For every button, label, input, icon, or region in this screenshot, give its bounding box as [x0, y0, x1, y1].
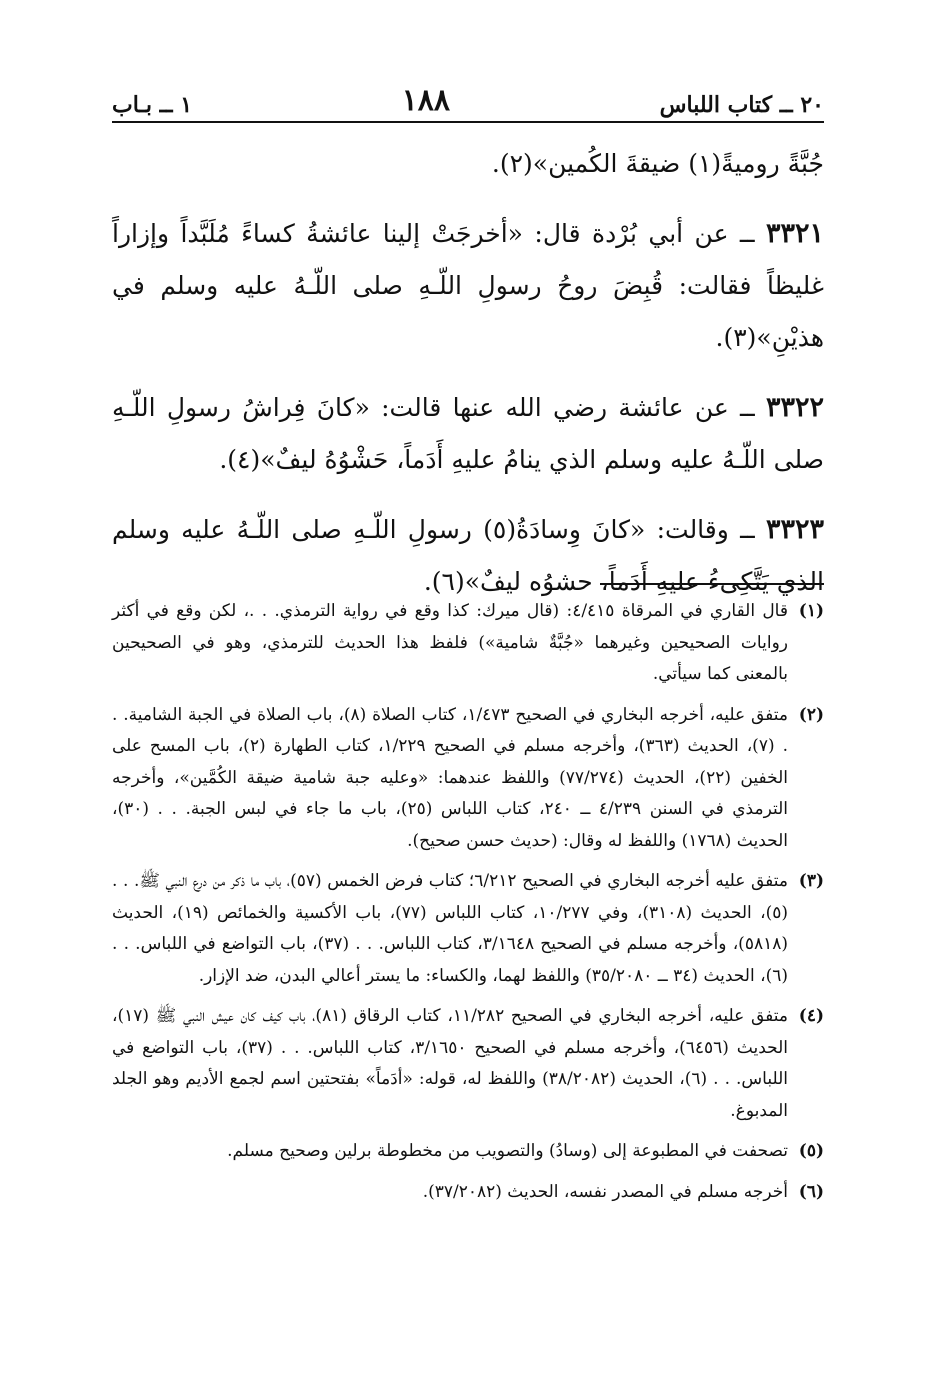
footnote: [112, 866, 824, 992]
footnote: [112, 1177, 824, 1209]
hadith-paragraph: [112, 382, 824, 486]
hadith-text: ــ عن أبي بُرْدة قال: «أخرجَتْ إلينا عائشةُ كساءً مُلَبَّداً وإزاراً غليظاً فقالت: قُبِضَ روحُ رسولِ اللّـهِ صلى اللّـهُ عليه وسلم في هذيْنِ»(٣).: [112, 219, 824, 352]
footnote-number: (١): [798, 601, 824, 621]
hadith-paragraph: [112, 504, 824, 608]
footnote-number: (٤): [798, 1006, 824, 1026]
footnote-text: تصحفت في المطبوعة إلى (وسادُ) والتصويب من مخطوطة برلين وصحيح مسلم.: [227, 1141, 788, 1161]
hadith-number: ٣٣٢٢: [765, 392, 824, 423]
hadith-number: ٣٣٢٣: [765, 514, 824, 545]
hadith-number: ٣٣٢١: [765, 218, 824, 249]
header-divider: [112, 121, 824, 123]
continuation-text: جُبَّةً روميةً(١) ضيقةَ الكُمين»(٢).: [491, 149, 824, 178]
footnote-number: (٦): [798, 1181, 824, 1202]
footnote-number: (٢): [798, 704, 824, 725]
hadith-text: ــ وقالت: «كانَ وِسادَةُ(٥) رسولِ اللّـهِ صلى اللّـهُ عليه وسلم الذي يَتَّكِىءُ عليهِ أَدَماً، حشوُه ليفٌ»(٦).: [112, 515, 824, 596]
section-title: ١ ــ بـاب: [112, 92, 193, 118]
hadith-paragraph: [112, 208, 824, 364]
footnote-divider: [600, 583, 824, 585]
footnote: [112, 1001, 824, 1127]
footnote: [112, 1136, 824, 1168]
running-header: [112, 78, 824, 118]
footnote-text: قال القاري في المرقاة ٤/٤١٥: (قال ميرك: كذا وقع في رواية الترمذي. . .، لكن وقع في أكثر روايات الصحيحين وغيرهما «جُبَّةٌ شامية») فلفظ هذا الحديث للترمذي، وهو في الصحيحين بالمعنى كما سيأتي.: [112, 601, 788, 684]
hadith-text: ــ عن عائشة رضي الله عنها قالت: «كانَ فِراشُ رسولِ اللّـهِ صلى اللّـهُ عليه وسلم الذي ينامُ عليهِ أَدَماً، حَشْوُهُ ليفٌ»(٤).: [112, 393, 824, 474]
footnote-text: متفق عليه أخرجه البخاري في الصحيح ٦/٢١٢؛ كتاب فرض الخمس (٥٧)، باب ما ذكر من درع النبي ﷺ. . . (٥)، الحديث (٣١٠٨)، وفي ١٠/٢٧٧، كتاب اللباس (٧٧)، باب الأكسية والخمائص (١٩)، الحديث (٥٨١٨)، وأخرجه مسلم في الصحيح ٣/١٦٤٨، كتاب اللباس. . . (٣٧)، باب التواضع في اللباس. . . (٦)، الحديث (٣٤ ــ ٣٥/٢٠٨٠) واللفظ لهما، والكساء: ما يستر أعالي البدن، ضد الإزار.: [112, 871, 789, 986]
footnote-text: متفق عليه، أخرجه البخاري في الصحيح ١/٤٧٣، كتاب الصلاة (٨)، باب الصلاة في الجبة الشامية. . . (٧)، الحديث (٣٦٣)، وأخرجه مسلم في الصحيح ١/٢٢٩، كتاب الطهارة (٢)، باب المسح على الخفين (٢٢)، الحديث (٧٧/٢٧٤) واللفظ عندهما: «وعليه جبة شامية ضيقة الكُمَّين»، وأخرجه الترمذي في السنن ٤/٢٣٩ ــ ٢٤٠، كتاب اللباس (٢٥)، باب ما جاء في لبس الجبة. . . (٣٠)، الحديث (١٧٦٨) واللفظ له وقال: (حديث حسن صحيح).: [112, 704, 788, 851]
page-number: ١٨٨: [401, 83, 451, 118]
footnote-text: متفق عليه، أخرجه البخاري في الصحيح ١١/٢٨٢، كتاب الرقاق (٨١)، باب كيف كان عيش النبي ﷺ (١٧)، الحديث (٦٤٥٦)، وأخرجه مسلم في الصحيح ٣/١٦٥٠، كتاب اللباس. . . (٣٧)، باب التواضع في اللباس. . . (٦)، الحديث (٣٨/٢٠٨٢) واللفظ له، قوله: «أدَماً» بفتحتين اسم لجمع الأديم وهو الجلد المدبوغ.: [112, 1006, 788, 1121]
continuation-paragraph: [112, 138, 824, 190]
main-text: [112, 138, 824, 626]
footnote: [112, 700, 824, 858]
footnote-number: (٥): [798, 1141, 824, 1161]
footnote-text: أخرجه مسلم في المصدر نفسه، الحديث (٣٧/٢٠٨٢).: [422, 1181, 788, 1202]
footnotes: [112, 596, 824, 1217]
chapter-title: ٢٠ ــ كتاب اللباس: [659, 92, 824, 118]
footnote: [112, 596, 824, 691]
footnote-number: (٣): [798, 871, 824, 891]
